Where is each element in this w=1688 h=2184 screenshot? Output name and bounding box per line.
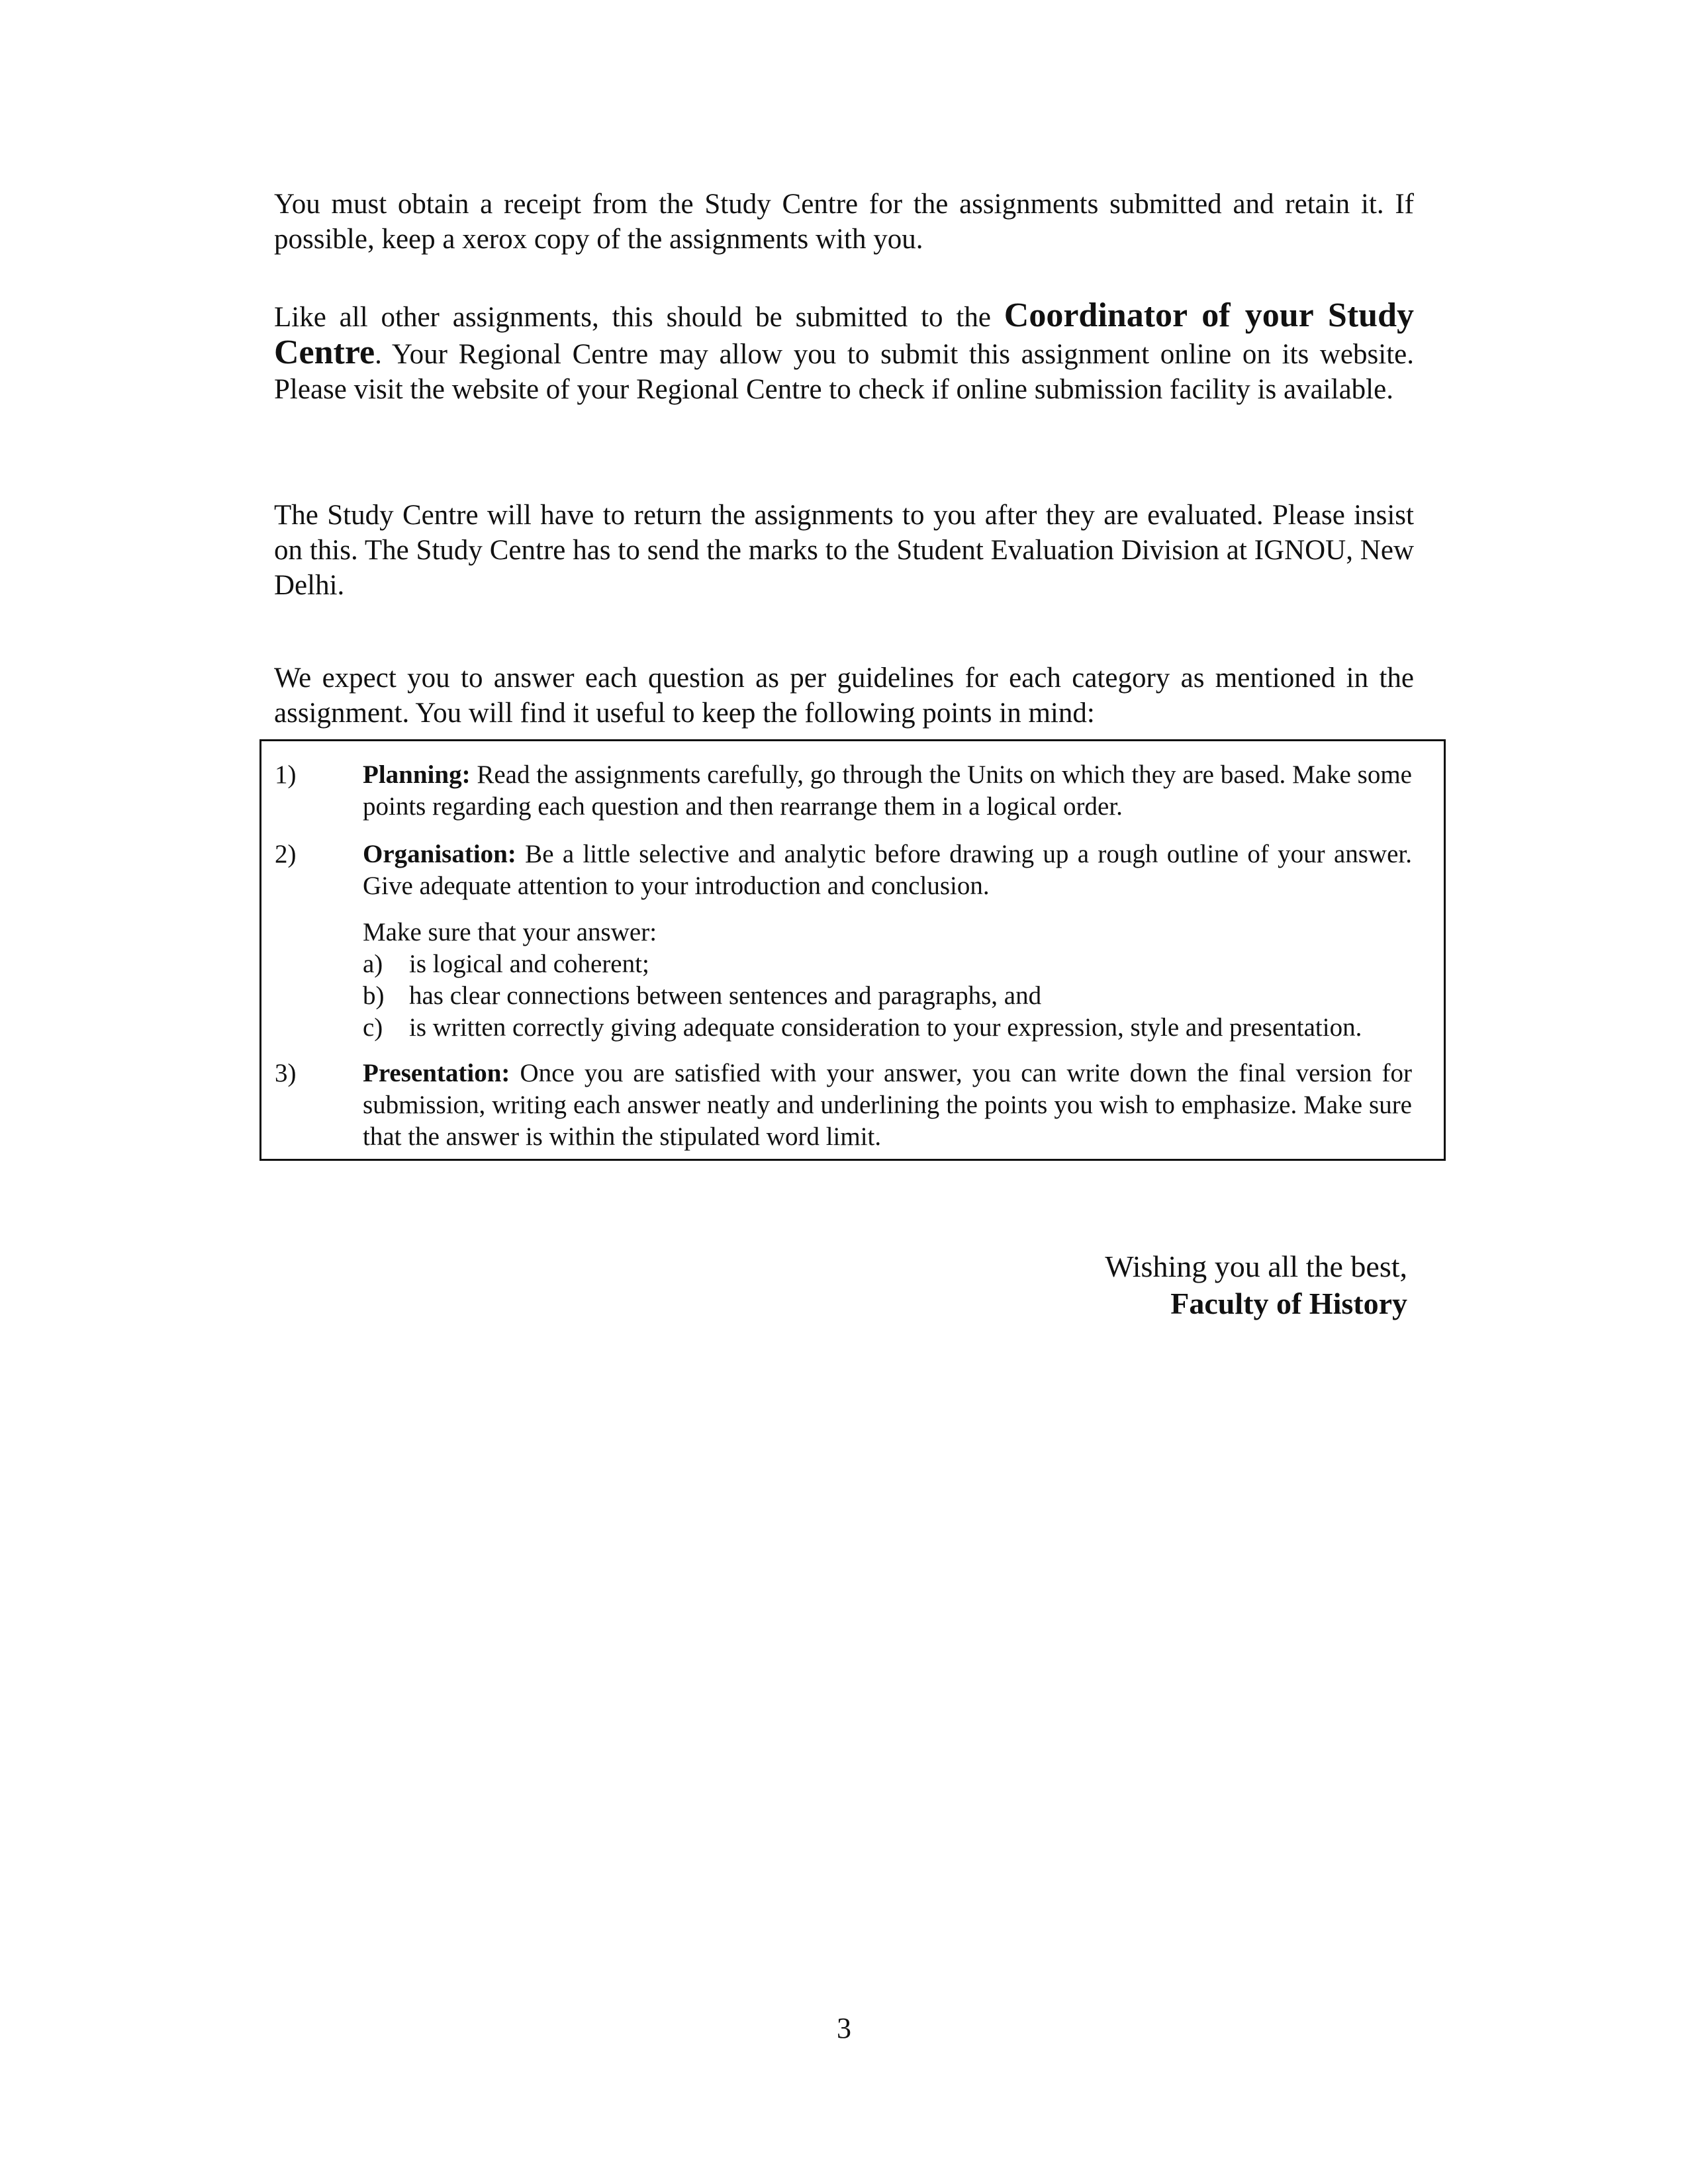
guideline-text: Be a little selective and analytic before drawing up a rough outline of your answer. Give adequate attention to your introduction and conclusion. bbox=[363, 840, 1412, 900]
guideline-number: 2) bbox=[275, 840, 297, 868]
paragraph-expectations: We expect you to answer each question as per guidelines for each category as mentioned in the assignment. You will find it useful to keep the following points in mind: bbox=[274, 662, 1414, 729]
coordinator-emphasis: Coordinator of your Study Centre bbox=[274, 296, 1414, 371]
list-item bbox=[363, 948, 1412, 980]
list-letter: b) bbox=[363, 981, 385, 1010]
guideline-body bbox=[363, 839, 1412, 902]
guideline-title: Organisation: bbox=[363, 840, 516, 868]
paragraph-receipt: You must obtain a receipt from the Study Centre for the assignments submitted and retain it. If possible, keep a xerox copy of the assignments with you. bbox=[274, 189, 1414, 255]
guideline-item-planning bbox=[275, 759, 1412, 823]
submission-text-start: Like all other assignments, this should be submitted to the bbox=[274, 302, 1004, 333]
list-text: has clear connections between sentences and paragraphs, and bbox=[409, 981, 1042, 1010]
guideline-item-organisation bbox=[275, 839, 1412, 902]
list-text: is written correctly giving adequate consideration to your expression, style and presentation. bbox=[409, 1013, 1362, 1042]
guideline-item-presentation bbox=[275, 1058, 1412, 1153]
make-sure-intro bbox=[363, 917, 1412, 948]
closing-block bbox=[1105, 1248, 1407, 1322]
guideline-body bbox=[363, 1058, 1412, 1153]
guideline-text: Read the assignments carefully, go through the Units on which they are based. Make some points regarding each question and then rearrange them in a logical order. bbox=[363, 760, 1412, 821]
paragraph-return: The Study Centre will have to return the assignments to you after they are evaluated. Please insist on this. The Study Centre has to send the marks to the Student Evaluation Division at IGNOU, New Delhi. bbox=[274, 500, 1414, 601]
list-letter: a) bbox=[363, 950, 383, 978]
list-item bbox=[363, 980, 1412, 1012]
list-item bbox=[363, 1012, 1412, 1044]
guideline-title: Presentation: bbox=[363, 1059, 510, 1087]
closing-signature: Faculty of History bbox=[1170, 1287, 1407, 1320]
make-sure-list bbox=[363, 917, 1412, 1044]
submission-text-end: . Your Regional Centre may allow you to submit this assignment online on its website. Please visit the website of your Regional Centre to check if online submission facility is available. bbox=[274, 339, 1414, 405]
page-number: 3 bbox=[837, 2012, 851, 2044]
guideline-title: Planning: bbox=[363, 760, 471, 789]
list-letter: c) bbox=[363, 1013, 383, 1042]
list-text: is logical and coherent; bbox=[409, 950, 649, 978]
guidelines-box bbox=[259, 739, 1446, 1161]
guideline-number: 3) bbox=[275, 1059, 297, 1087]
make-sure-intro-text: Make sure that your answer: bbox=[363, 918, 657, 946]
closing-wish: Wishing you all the best, bbox=[1105, 1250, 1407, 1283]
guideline-text: Once you are satisfied with your answer, you can write down the final version for submission, writing each answer neatly and underlining the points you wish to emphasize. Make sure that the answer is within the stipulated word limit. bbox=[363, 1059, 1412, 1151]
guideline-number: 1) bbox=[275, 760, 297, 789]
guideline-body bbox=[363, 759, 1412, 823]
paragraph-submission bbox=[274, 298, 1414, 407]
